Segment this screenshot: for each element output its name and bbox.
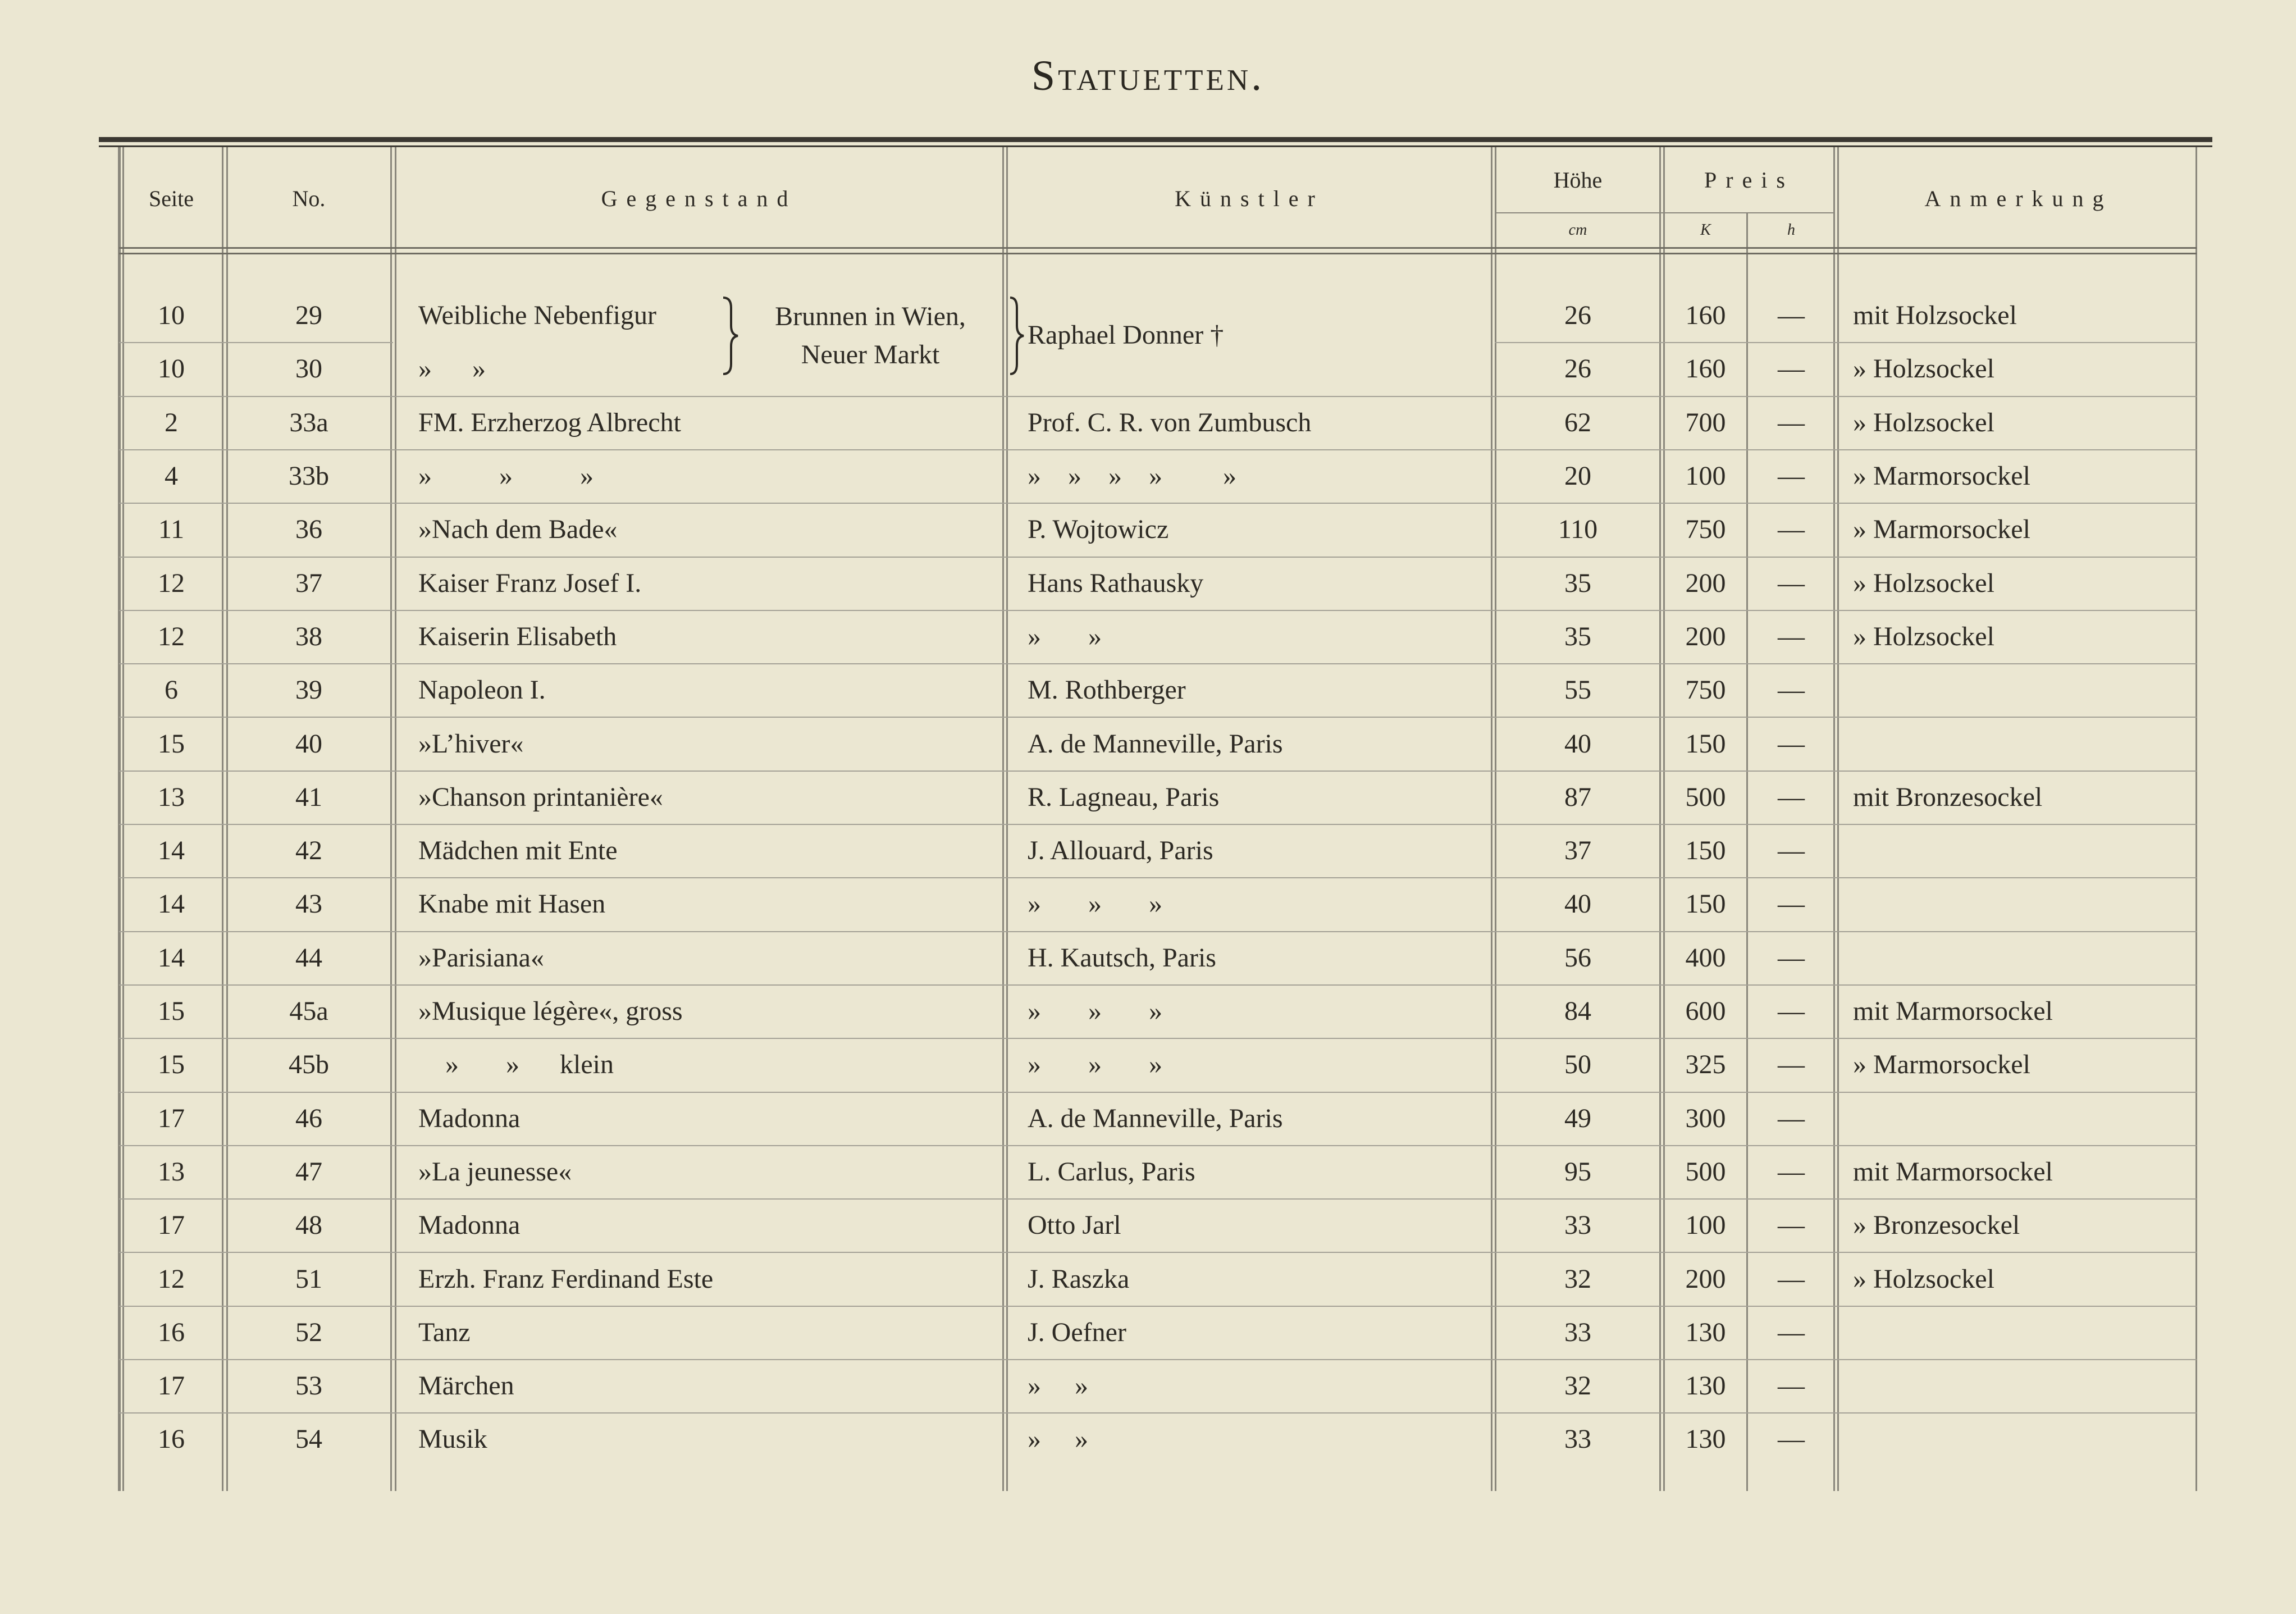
cell-seite: 14 <box>158 942 185 973</box>
cell-no: 41 <box>295 782 322 812</box>
cell-gegenstand: Madonna <box>418 1210 521 1241</box>
cell-h: — <box>1778 1210 1805 1241</box>
cell-kuenstler: J. Allouard, Paris <box>1028 836 1213 866</box>
cell-seite: 12 <box>158 1264 185 1294</box>
cell-k: 300 <box>1685 1103 1726 1133</box>
cell-hoehe: 26 <box>1564 354 1591 384</box>
header-no: No. <box>292 185 326 211</box>
cell-no: 44 <box>295 942 322 973</box>
cell-hoehe: 20 <box>1564 461 1591 491</box>
cell-k: 150 <box>1685 836 1726 866</box>
cell-seite: 14 <box>158 889 185 919</box>
cell-gegenstand: » » klein <box>418 1050 614 1080</box>
cell-hoehe: 35 <box>1564 568 1591 598</box>
cell-kuenstler: » » » » » <box>1028 461 1236 491</box>
column-rule <box>1833 147 1835 1491</box>
cell-no: 40 <box>295 728 322 759</box>
cell-h: — <box>1778 782 1805 812</box>
cell-anmerkung: mit Marmorsockel <box>1853 1156 2053 1187</box>
cell-kuenstler: » » » <box>1028 1050 1162 1080</box>
cell-kuenstler: J. Oefner <box>1028 1317 1126 1347</box>
cell-anmerkung: » Holzsockel <box>1853 354 1994 384</box>
cell-gegenstand: » » <box>418 354 486 384</box>
cell-k: 325 <box>1685 1050 1726 1080</box>
cell-seite: 12 <box>158 568 185 598</box>
cell-k: 600 <box>1685 996 1726 1027</box>
cell-hoehe: 56 <box>1564 942 1591 973</box>
cell-kuenstler: » » <box>1028 621 1102 651</box>
cell-anmerkung <box>1853 931 2190 984</box>
cell-hoehe: 40 <box>1564 889 1591 919</box>
cell-k: 150 <box>1685 728 1726 759</box>
cell-anmerkung <box>1853 1092 2190 1145</box>
cell-hoehe: 95 <box>1564 1156 1591 1187</box>
group-note: Brunnen in Wien, <box>775 301 966 331</box>
cell-kuenstler: J. Raszka <box>1028 1264 1130 1294</box>
cell-anmerkung <box>1853 824 2190 877</box>
cell-no: 36 <box>295 514 322 545</box>
cell-h: — <box>1778 675 1805 705</box>
cell-seite: 17 <box>158 1371 185 1401</box>
cell-gegenstand: Erzh. Franz Ferdinand Este <box>418 1264 714 1294</box>
cell-hoehe: 87 <box>1564 782 1591 812</box>
cell-no: 33a <box>289 407 328 437</box>
cell-no: 53 <box>295 1371 322 1401</box>
cell-gegenstand: Mädchen mit Ente <box>418 836 618 866</box>
cell-h: — <box>1778 1424 1805 1455</box>
cell-k: 100 <box>1685 1210 1726 1241</box>
group-brace-artist <box>1009 297 1026 375</box>
cell-kuenstler: Prof. C. R. von Zumbusch <box>1028 407 1312 437</box>
column-rule <box>1837 147 1839 1491</box>
cell-seite: 12 <box>158 621 185 651</box>
cell-h: — <box>1778 461 1805 491</box>
cell-kuenstler: P. Wojtowicz <box>1028 514 1169 545</box>
cell-seite: 2 <box>165 407 178 437</box>
cell-gegenstand: » » » <box>418 461 594 491</box>
cell-hoehe: 49 <box>1564 1103 1591 1133</box>
column-rule <box>222 147 223 1491</box>
cell-k: 700 <box>1685 407 1726 437</box>
cell-seite: 13 <box>158 1156 185 1187</box>
cell-kuenstler: » » <box>1028 1371 1088 1401</box>
cell-kuenstler: » » <box>1028 1424 1088 1455</box>
group-artist: Raphael Donner † <box>1028 320 1224 350</box>
cell-hoehe: 33 <box>1564 1424 1591 1455</box>
cell-no: 47 <box>295 1156 322 1187</box>
column-rule <box>1659 147 1661 1491</box>
cell-gegenstand: »La jeunesse« <box>418 1156 572 1187</box>
cell-anmerkung <box>1853 1412 2190 1466</box>
cell-h: — <box>1778 568 1805 598</box>
cell-anmerkung <box>1853 1359 2190 1412</box>
cell-k: 500 <box>1685 1156 1726 1187</box>
cell-anmerkung: » Marmorsockel <box>1853 461 2030 491</box>
cell-anmerkung <box>1853 663 2190 717</box>
cell-hoehe: 55 <box>1564 675 1591 705</box>
cell-h: — <box>1778 407 1805 437</box>
cell-kuenstler: » » » <box>1028 889 1162 919</box>
cell-gegenstand: »L’hiver« <box>418 728 524 759</box>
cell-no: 48 <box>295 1210 322 1241</box>
cell-anmerkung: » Marmorsockel <box>1853 1050 2030 1080</box>
cell-gegenstand: FM. Erzherzog Albrecht <box>418 407 681 437</box>
header-hoehe: Höhe <box>1553 167 1603 193</box>
cell-seite: 10 <box>158 354 185 384</box>
cell-seite: 13 <box>158 782 185 812</box>
cell-k: 130 <box>1685 1371 1726 1401</box>
cell-seite: 15 <box>158 728 185 759</box>
cell-seite: 15 <box>158 996 185 1027</box>
column-rule <box>395 147 396 1491</box>
cell-h: — <box>1778 1156 1805 1187</box>
cell-no: 52 <box>295 1317 322 1347</box>
cell-no: 54 <box>295 1424 322 1455</box>
cell-hoehe: 32 <box>1564 1371 1591 1401</box>
cell-anmerkung: mit Marmorsockel <box>1853 996 2053 1027</box>
cell-gegenstand: Weibliche Nebenfigur <box>418 300 656 331</box>
cell-gegenstand: Kaiser Franz Josef I. <box>418 568 642 598</box>
cell-k: 750 <box>1685 514 1726 545</box>
cell-anmerkung: » Holzsockel <box>1853 407 1994 437</box>
unit-k: K <box>1700 221 1711 239</box>
unit-cm: cm <box>1568 221 1587 239</box>
cell-no: 42 <box>295 836 322 866</box>
cell-anmerkung: » Marmorsockel <box>1853 514 2030 545</box>
cell-h: — <box>1778 354 1805 384</box>
cell-hoehe: 26 <box>1564 300 1591 331</box>
cell-no: 37 <box>295 568 322 598</box>
cell-kuenstler: Hans Rathausky <box>1028 568 1204 598</box>
column-rule <box>2195 147 2197 1491</box>
cell-gegenstand: Napoleon I. <box>418 675 546 705</box>
cell-anmerkung: » Holzsockel <box>1853 568 1994 598</box>
column-rule <box>1746 213 1748 1491</box>
cell-seite: 10 <box>158 300 185 331</box>
cell-no: 46 <box>295 1103 322 1133</box>
cell-h: — <box>1778 1371 1805 1401</box>
cell-k: 750 <box>1685 675 1726 705</box>
cell-no: 29 <box>295 300 322 331</box>
cell-anmerkung <box>1853 877 2190 931</box>
cell-hoehe: 50 <box>1564 1050 1591 1080</box>
cell-k: 200 <box>1685 1264 1726 1294</box>
cell-seite: 16 <box>158 1317 185 1347</box>
cell-h: — <box>1778 1050 1805 1080</box>
cell-no: 51 <box>295 1264 322 1294</box>
cell-kuenstler: H. Kautsch, Paris <box>1028 942 1216 973</box>
column-rule <box>1006 147 1008 1491</box>
cell-seite: 11 <box>158 514 185 545</box>
cell-gegenstand: Tanz <box>418 1317 471 1347</box>
table-top-rule <box>99 137 2212 142</box>
cell-seite: 17 <box>158 1210 185 1241</box>
cell-hoehe: 110 <box>1558 514 1598 545</box>
cell-anmerkung <box>1853 717 2190 770</box>
cell-gegenstand: Madonna <box>418 1103 521 1133</box>
cell-hoehe: 32 <box>1564 1264 1591 1294</box>
cell-seite: 6 <box>165 675 178 705</box>
row-rule <box>119 253 2197 254</box>
cell-kuenstler: » » » <box>1028 996 1162 1027</box>
cell-k: 160 <box>1685 354 1726 384</box>
cell-k: 500 <box>1685 782 1726 812</box>
cell-h: — <box>1778 1103 1805 1133</box>
cell-no: 33b <box>289 461 329 491</box>
header-preis: Preis <box>1704 167 1794 193</box>
column-rule <box>118 147 120 1491</box>
cell-hoehe: 35 <box>1564 621 1591 651</box>
cell-gegenstand: »Musique légère«, gross <box>418 996 683 1027</box>
cell-anmerkung: » Holzsockel <box>1853 621 1994 651</box>
cell-kuenstler: L. Carlus, Paris <box>1028 1156 1195 1187</box>
cell-h: — <box>1778 1317 1805 1347</box>
cell-kuenstler: A. de Manneville, Paris <box>1028 728 1283 759</box>
cell-no: 43 <box>295 889 322 919</box>
cell-no: 39 <box>295 675 322 705</box>
column-rule <box>1491 147 1492 1491</box>
cell-kuenstler: M. Rothberger <box>1028 675 1186 705</box>
header-gegenstand: Gegenstand <box>601 185 797 211</box>
header-anmerkung: Anmerkung <box>1924 185 2113 211</box>
cell-anmerkung: » Holzsockel <box>1853 1264 1994 1294</box>
group-brace-left <box>722 297 739 375</box>
cell-kuenstler: A. de Manneville, Paris <box>1028 1103 1283 1133</box>
cell-k: 130 <box>1685 1317 1726 1347</box>
cell-gegenstand: »Chanson printanière« <box>418 782 663 812</box>
header-seite: Seite <box>149 185 194 211</box>
cell-seite: 14 <box>158 836 185 866</box>
cell-h: — <box>1778 514 1805 545</box>
cell-gegenstand: »Parisiana« <box>418 942 544 973</box>
column-rule <box>1002 147 1004 1491</box>
cell-anmerkung: mit Holzsockel <box>1853 300 2017 331</box>
cell-gegenstand: »Nach dem Bade« <box>418 514 618 545</box>
row-rule <box>1495 212 1833 213</box>
cell-gegenstand: Knabe mit Hasen <box>418 889 606 919</box>
cell-anmerkung <box>1853 1306 2190 1359</box>
cell-no: 30 <box>295 354 322 384</box>
cell-seite: 17 <box>158 1103 185 1133</box>
cell-h: — <box>1778 942 1805 973</box>
cell-k: 100 <box>1685 461 1726 491</box>
cell-k: 200 <box>1685 621 1726 651</box>
cell-h: — <box>1778 728 1805 759</box>
cell-hoehe: 37 <box>1564 836 1591 866</box>
cell-hoehe: 84 <box>1564 996 1591 1027</box>
header-kuenstler: Künstler <box>1175 185 1324 211</box>
cell-gegenstand: Märchen <box>418 1371 514 1401</box>
cell-gegenstand: Kaiserin Elisabeth <box>418 621 617 651</box>
cell-seite: 16 <box>158 1424 185 1455</box>
cell-no: 45b <box>289 1050 329 1080</box>
cell-anmerkung: mit Bronzesockel <box>1853 782 2043 812</box>
cell-h: — <box>1778 996 1805 1027</box>
cell-k: 130 <box>1685 1424 1726 1455</box>
cell-gegenstand: Musik <box>418 1424 487 1455</box>
cell-no: 38 <box>295 621 322 651</box>
cell-anmerkung: » Bronzesockel <box>1853 1210 2020 1241</box>
cell-hoehe: 33 <box>1564 1210 1591 1241</box>
cell-seite: 15 <box>158 1050 185 1080</box>
page-title: Statuetten. <box>1031 52 1265 99</box>
cell-hoehe: 33 <box>1564 1317 1591 1347</box>
group-note-2: Neuer Markt <box>801 339 940 370</box>
column-rule <box>390 147 392 1491</box>
cell-h: — <box>1778 621 1805 651</box>
cell-k: 160 <box>1685 300 1726 331</box>
cell-no: 45a <box>289 996 328 1027</box>
cell-kuenstler: R. Lagneau, Paris <box>1028 782 1220 812</box>
cell-k: 200 <box>1685 568 1726 598</box>
cell-kuenstler: Otto Jarl <box>1028 1210 1121 1241</box>
cell-k: 150 <box>1685 889 1726 919</box>
cell-hoehe: 40 <box>1564 728 1591 759</box>
cell-h: — <box>1778 836 1805 866</box>
cell-h: — <box>1778 889 1805 919</box>
unit-h: h <box>1787 221 1795 239</box>
cell-h: — <box>1778 300 1805 331</box>
cell-seite: 4 <box>165 461 178 491</box>
cell-hoehe: 62 <box>1564 407 1591 437</box>
cell-k: 400 <box>1685 942 1726 973</box>
cell-h: — <box>1778 1264 1805 1294</box>
